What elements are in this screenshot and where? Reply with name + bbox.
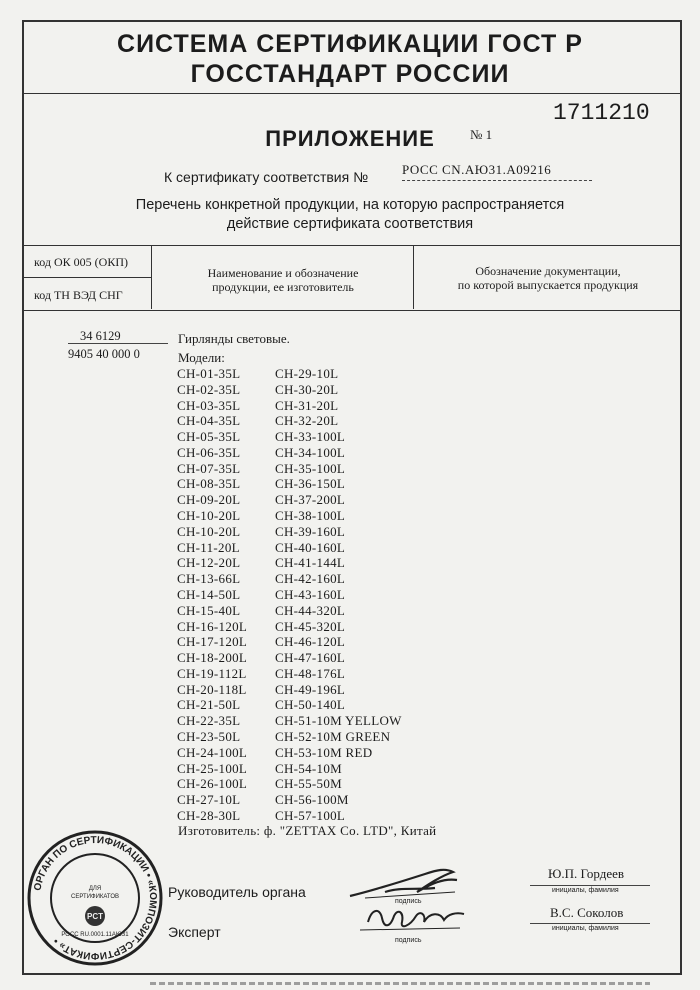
model-item: CH-10-20L (177, 523, 241, 539)
model-item: CH-54-10M (275, 760, 342, 776)
model-item: CH-44-320L (275, 602, 346, 618)
head-name: Ю.П. Гордеев (548, 866, 624, 881)
seal-ring-text: ОРГАН ПО СЕРТИФИКАЦИИ • «КОМПОЗИТ-СЕРТИФИКАТ» • (32, 834, 159, 962)
okp-code-header: код ОК 005 (ОКП) (34, 255, 128, 269)
model-item: CH-39-160L (275, 523, 346, 539)
model-item: CH-10-20L (177, 508, 241, 524)
certificate-number: РОСС CN.AЮ31.A09216 (402, 162, 592, 181)
model-item: CH-16-120L (177, 618, 248, 634)
model-item: CH-56-100M (275, 792, 349, 808)
code-column-header (22, 246, 152, 309)
model-item: CH-51-10M YELLOW (275, 713, 402, 729)
model-item: CH-32-20L (275, 413, 339, 429)
model-item: CH-13-66L (177, 571, 241, 587)
system-title: СИСТЕМА СЕРТИФИКАЦИИ ГОСТ Р (117, 30, 583, 58)
svg-text:ДЛЯ: ДЛЯ (88, 886, 102, 892)
name-column-header (152, 246, 414, 309)
model-item: CH-53-10M RED (275, 744, 373, 760)
model-item: CH-27-10L (177, 792, 241, 808)
manufacturer: Изготовитель: ф. "ZETTAX Co. LTD", Китай (178, 823, 437, 838)
okp-code: 34 6129 (68, 330, 168, 344)
svg-text:РОСС RU.0001.11АЮ31: РОСС RU.0001.11АЮ31 (61, 932, 129, 938)
head-of-body-label: Руководитель органа (168, 884, 306, 900)
expert-signature (360, 900, 470, 935)
model-item: CH-45-320L (275, 618, 346, 634)
product-codes (68, 330, 168, 361)
model-item: CH-07-35L (177, 460, 241, 476)
expert-name: В.С. Соколов (550, 905, 624, 920)
expert-name-caption: инициалы, фамилия (552, 925, 619, 932)
model-item: CH-17-120L (177, 634, 248, 650)
model-item: CH-19-112L (177, 665, 247, 681)
certification-seal (25, 828, 165, 968)
model-item: CH-47-160L (275, 650, 346, 666)
model-item: CH-29-10L (275, 366, 339, 381)
appendix-title: ПРИЛОЖЕНИЕ (265, 126, 435, 151)
model-item: CH-08-35L (177, 476, 241, 492)
model-item: CH-42-160L (275, 571, 346, 587)
model-item: CH-22-35L (177, 713, 241, 729)
model-item: CH-14-50L (177, 586, 241, 602)
model-item: CH-06-35L (177, 444, 241, 460)
model-item: CH-21-50L (177, 697, 241, 713)
model-item: CH-30-20L (275, 381, 339, 397)
model-item: CH-37-200L (275, 492, 346, 508)
model-item: CH-11-20L (177, 539, 240, 555)
model-item: CH-50-140L (275, 697, 346, 713)
model-item: CH-38-100L (275, 508, 346, 524)
model-item: CH-04-35L (177, 413, 241, 429)
model-item: CH-03-35L (177, 397, 241, 413)
model-item: CH-49-196L (275, 681, 346, 697)
model-item: CH-05-35L (177, 429, 241, 445)
model-item: CH-20-118L (177, 681, 247, 697)
expert-name-line (530, 923, 650, 924)
model-item: CH-55-50M (275, 776, 342, 792)
appendix-number: № 1 (470, 127, 493, 142)
model-item: CH-36-150L (275, 476, 346, 492)
head-signature (345, 862, 465, 902)
certificate-label: К сертификату соответствия № (164, 169, 369, 185)
model-item: CH-18-200L (177, 650, 248, 666)
model-item: CH-41-144L (275, 555, 346, 571)
model-item: CH-33-100L (275, 429, 346, 445)
model-item: CH-01-35L (177, 366, 241, 381)
name-header-line-1: Наименование и обозначение (207, 266, 359, 280)
header-divider (22, 93, 682, 94)
model-item: CH-43-160L (275, 586, 346, 602)
documentation-column-header (414, 264, 682, 292)
head-signature-caption: подпись (395, 898, 422, 905)
model-item: CH-28-30L (177, 807, 241, 823)
model-item: CH-25-100L (177, 760, 248, 776)
head-name-line (530, 885, 650, 886)
product-title: Гирлянды световые. (178, 331, 290, 346)
model-item: CH-40-160L (275, 539, 346, 555)
model-item: CH-15-40L (177, 602, 241, 618)
tnved-code: 9405 40 000 0 (68, 347, 140, 361)
model-item: CH-26-100L (177, 776, 248, 792)
product-list-description (0, 196, 700, 234)
models-label: Модели: (178, 350, 225, 365)
table-header (22, 245, 682, 311)
model-item: CH-35-100L (275, 460, 346, 476)
model-item: CH-23-50L (177, 728, 241, 744)
doc-header-line-2: по которой выпускается продукция (457, 278, 639, 292)
models-list-left (177, 366, 247, 824)
name-header-line-2: продукции, ее изготовитель (212, 280, 354, 294)
model-item: CH-46-120L (275, 634, 346, 650)
model-item: CH-57-100L (275, 807, 346, 823)
head-name-caption: инициалы, фамилия (552, 887, 619, 894)
model-item: CH-34-100L (275, 444, 346, 460)
name-header-text (152, 266, 414, 294)
model-item: CH-52-10M GREEN (275, 728, 391, 744)
description-line-1: Перечень конкретной продукции, на которую распространяется (135, 197, 565, 213)
model-item: CH-12-20L (177, 555, 241, 571)
doc-header-line-1: Обозначение документации, (475, 264, 621, 278)
model-item: CH-31-20L (275, 397, 339, 413)
models-list-right (275, 366, 402, 824)
svg-text:СЕРТИФИКАТОВ: СЕРТИФИКАТОВ (70, 894, 120, 900)
expert-signature-caption: подпись (395, 937, 422, 944)
document-number: 1711210 (553, 100, 650, 126)
footer-fine-print (150, 982, 650, 985)
agency-title: ГОССТАНДАРТ РОССИИ (190, 60, 510, 88)
model-item: CH-02-35L (177, 381, 241, 397)
model-item: CH-24-100L (177, 744, 248, 760)
expert-label: Эксперт (168, 924, 221, 940)
code-divider (22, 277, 151, 278)
model-item: CH-48-176L (275, 665, 346, 681)
svg-text:PCT: PCT (87, 912, 103, 921)
model-item: CH-09-20L (177, 492, 241, 508)
description-line-2: действие сертификата соответствия (226, 216, 474, 232)
tnved-code-header: код ТН ВЭД СНГ (34, 288, 123, 302)
